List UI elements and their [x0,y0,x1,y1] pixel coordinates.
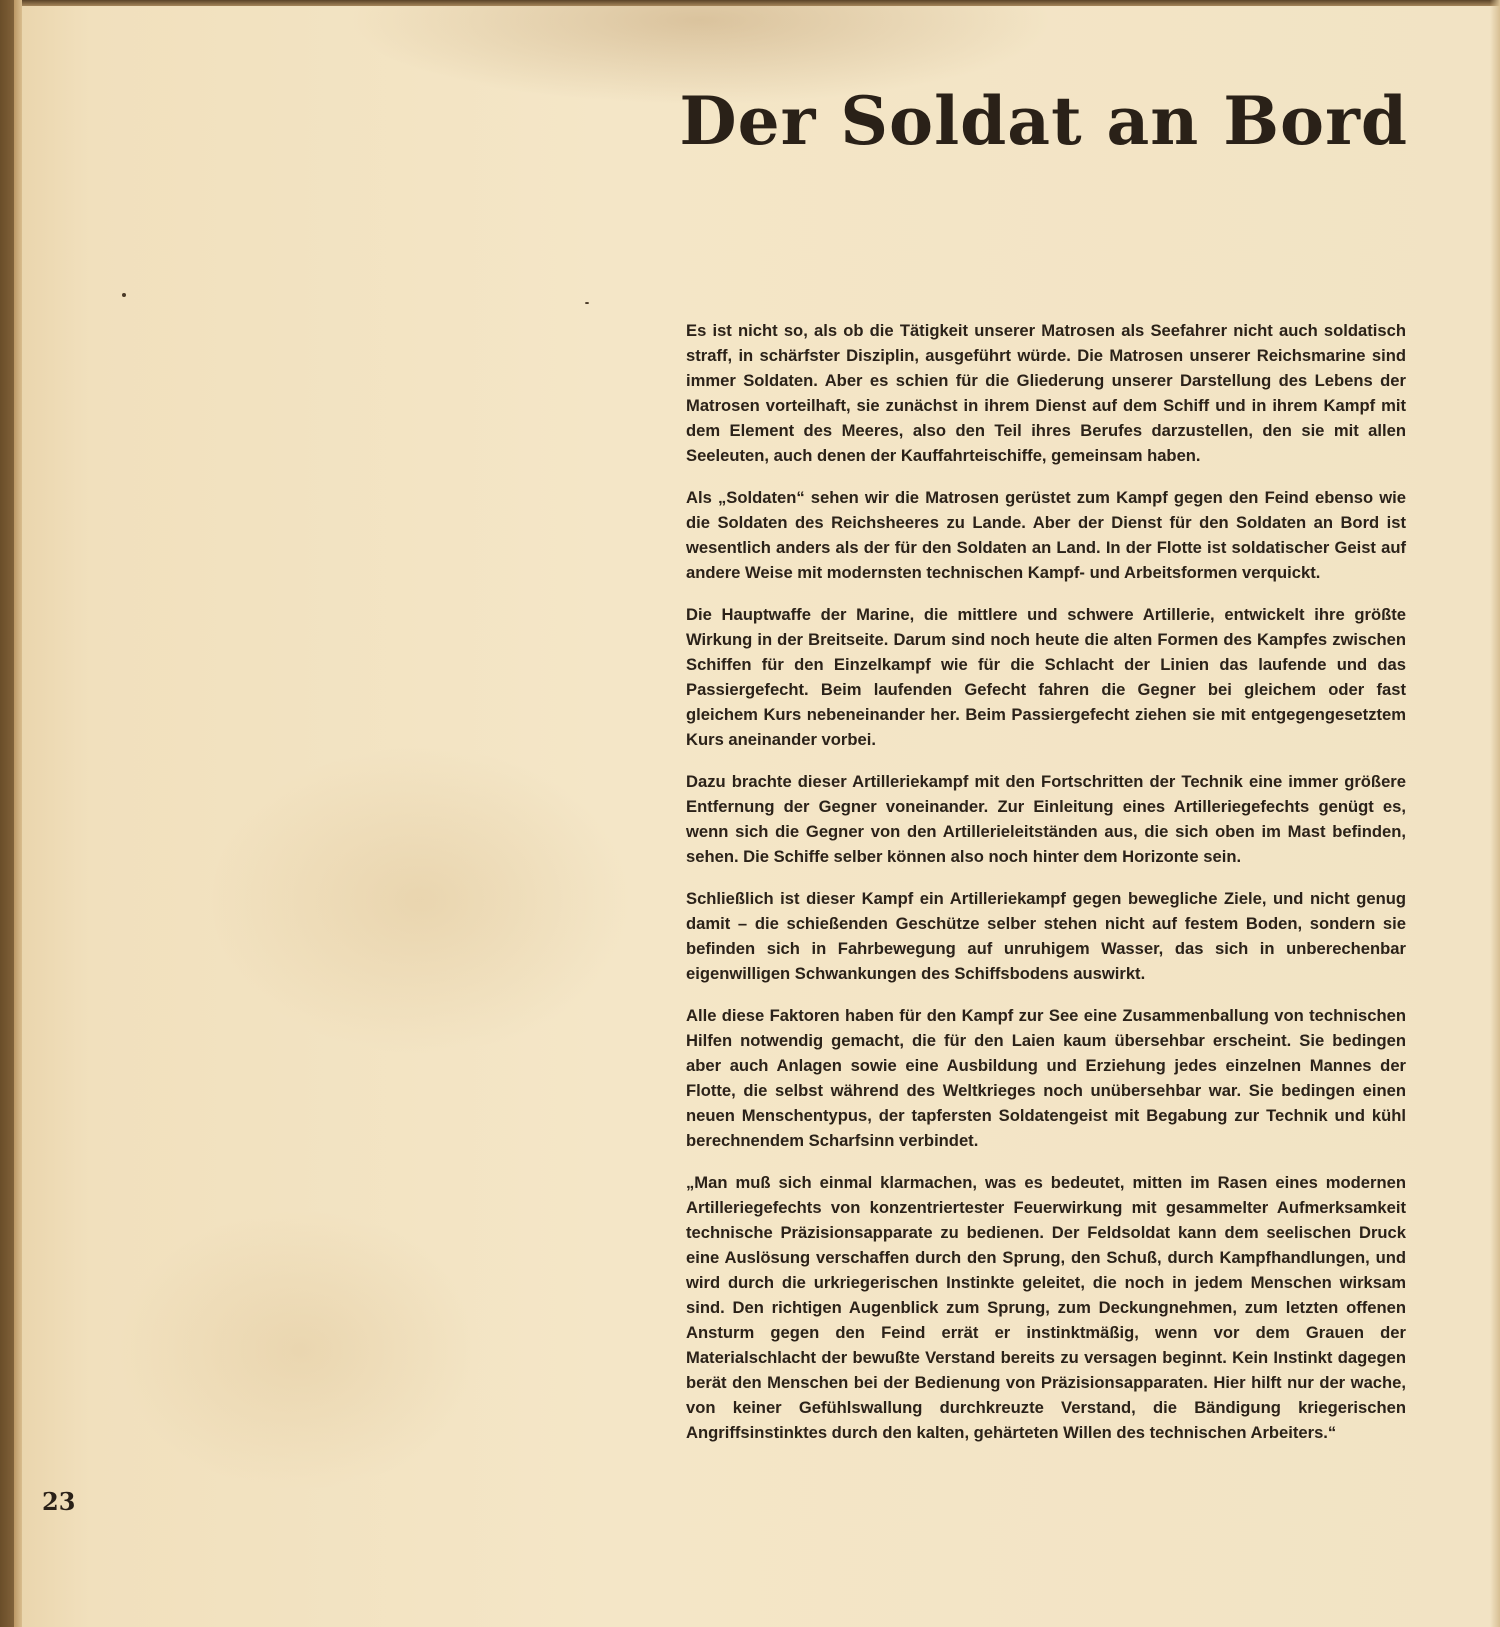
page-right-edge [1490,0,1500,1627]
quote-paragraph: „Man muß sich einmal klarmachen, was es bedeutet, mitten im Rasen eines modernen Artilleriegefechts von konzentriertester Feuerwirkung mit gesammelter Aufmerksamkeit technische Präzisionsapparate zu bedienen. Der Feldsoldat kann dem seelischen Druck eine Auslösung verschaffen durch den Sprung, den Schuß, durch Kampfhandlungen, und wird durch die urkriegerischen Instinkte geleitet, die noch in jedem Menschen wirksam sind. Den richtigen Augenblick zum Sprung, zum Deckungnehmen, zum letzten offenen Ansturm gegen den Feind errät er instinktmäßig, wenn vor dem Grauen der Materialschlacht der bewußte Verstand bereits zu versagen beginnt. Kein Instinkt dagegen berät den Menschen bei der Bedienung von Präzisionsapparaten. Hier hilft nur der wache, von keiner Gefühlswallung durchkreuzte Verstand, die Bändigung kriegerischen Angriffsinstinktes durch den kalten, gehärteten Willen des technischen Arbeiters.“ [686,1173,1406,1442]
paragraph: Dazu brachte dieser Artilleriekampf mit den Fortschritten der Technik eine immer größere Entfernung der Gegner voneinander. Zur Einleitung eines Artilleriegefechts genügt es, wenn sich die Gegner von den Artillerieleitständen aus, die sich oben im Mast befinden, sehen. Die Schiffe selber können also noch hinter dem Horizonte sein. [686,772,1406,866]
page-number: 23 [42,1487,76,1516]
paragraph: Die Hauptwaffe der Marine, die mittlere und schwere Artillerie, entwickelt ihre größte Wirkung in der Breitseite. Darum sind noch heute die alten Formen des Kampfes zwischen Schiffen für den Einzelkampf wie für die Schlacht der Linien das laufende und das Passiergefecht. Beim laufenden Gefecht fahren die Gegner bei gleichem oder fast gleichem Kurs nebeneinander her. Beim Passiergefecht ziehen sie mit entgegengesetztem Kurs aneinander vorbei. [686,605,1406,749]
paragraph: Schließlich ist dieser Kampf ein Artilleriekampf gegen bewegliche Ziele, und nicht genug damit – die schießenden Geschütze selber stehen nicht auf festem Boden, sondern sie befinden sich in Fahrbewegung auf unruhigem Wasser, das sich in unberechenbar eigenwilligen Schwankungen des Schiffsbodens auswirkt. [686,889,1406,983]
paragraph: Alle diese Faktoren haben für den Kampf zur See eine Zusammenballung von technischen Hilfen notwendig gemacht, die für den Laien kaum übersehbar erscheint. Sie bedingen aber auch Anlagen sowie eine Ausbildung und Erziehung jedes einzelnen Mannes der Flotte, die selbst während des Weltkrieges noch unübersehbar war. Sie bedingen einen neuen Menschentypus, der tapfersten Soldatengeist mit Begabung zur Technik und kühl berechnendem Scharfsinn verbindet. [686,1006,1406,1150]
body-text-column [686,318,1406,1462]
paragraph: Als „Soldaten“ sehen wir die Matrosen gerüstet zum Kampf gegen den Feind ebenso wie die Soldaten des Reichsheeres zu Lande. Aber der Dienst für den Soldaten an Bord ist wesentlich anders als der für den Soldaten an Land. In der Flotte ist soldatischer Geist auf andere Weise mit modernsten technischen Kampf- und Arbeitsformen verquickt. [686,488,1406,582]
binding-shadow [0,0,14,1627]
ink-speck [122,293,126,297]
page-title: Der Soldat an Bord [679,82,1408,160]
page-top-edge [0,0,1500,6]
paragraph: Es ist nicht so, als ob die Tätigkeit unserer Matrosen als Seefahrer nicht auch soldatisch straff, in schärfster Disziplin, ausgeführt würde. Die Matrosen unserer Reichsmarine sind immer Soldaten. Aber es schien für die Gliederung unserer Darstellung des Lebens der Matrosen vorteilhaft, sie zunächst in ihrem Dienst auf dem Schiff und in ihrem Kampf mit dem Element des Meeres, also den Teil ihres Berufes darzustellen, den sie mit allen Seeleuten, auch denen der Kauffahrteischiffe, gemeinsam haben. [686,321,1406,465]
ink-speck [585,302,589,304]
